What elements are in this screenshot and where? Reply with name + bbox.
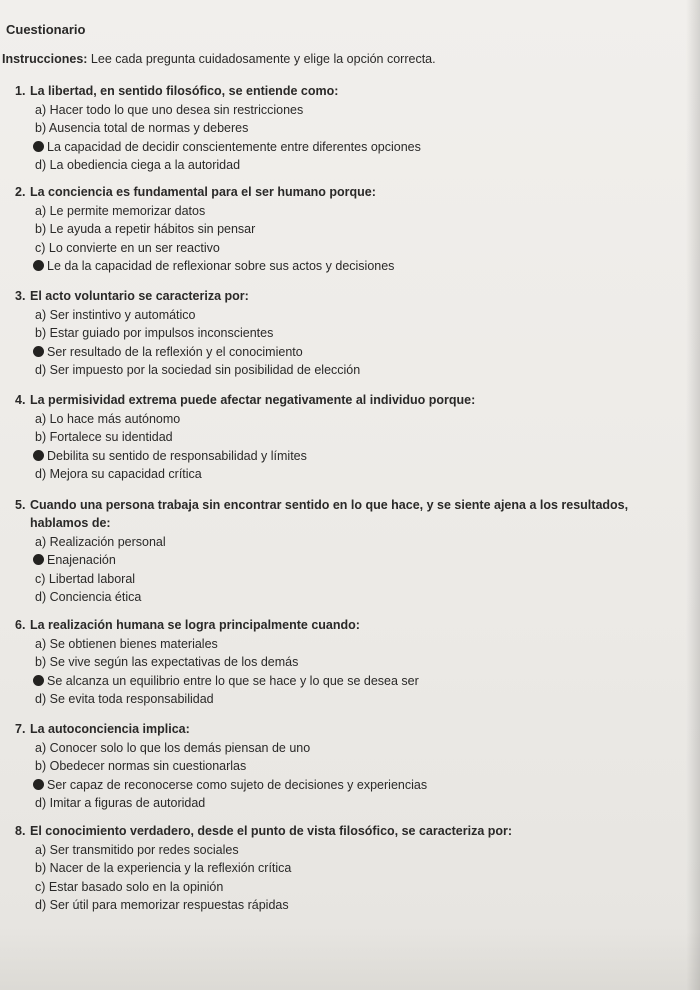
option-text: Le ayuda a repetir hábitos sin pensar bbox=[49, 222, 256, 237]
question-2 bbox=[0, 183, 690, 275]
question-number: 6. bbox=[15, 618, 26, 632]
answer-option[interactable] bbox=[0, 447, 690, 465]
instructions bbox=[2, 52, 436, 66]
question-statement: La realización humana se logra principalmente cuando: bbox=[30, 618, 360, 632]
question-number: 1. bbox=[15, 84, 26, 98]
question-statement: Cuando una persona trabaja sin encontrar sentido en lo que hace, y se siente ajena a los resultados, hablamos de: bbox=[30, 498, 629, 530]
answer-option[interactable] bbox=[0, 101, 690, 119]
question-statement: La libertad, en sentido filosófico, se entiende como: bbox=[30, 84, 339, 98]
option-text: Lo convierte en un ser reactivo bbox=[48, 240, 220, 255]
selected-answer-mark-icon bbox=[33, 450, 44, 461]
option-letter: a) bbox=[35, 412, 47, 426]
question-number: 3. bbox=[15, 289, 26, 303]
option-text: Imitar a figuras de autoridad bbox=[49, 795, 206, 810]
option-text: Nacer de la experiencia y la reflexión crítica bbox=[49, 861, 292, 876]
question-statement: La permisividad extrema puede afectar negativamente al individuo porque: bbox=[30, 393, 476, 407]
answer-option[interactable] bbox=[0, 428, 690, 446]
option-letter: d) bbox=[35, 589, 47, 604]
option-letter: d) bbox=[35, 466, 47, 481]
option-text: Mejora su capacidad crítica bbox=[49, 466, 202, 481]
option-text: Conocer solo lo que los demás piensan de uno bbox=[49, 741, 311, 755]
question-text bbox=[0, 822, 690, 840]
question-text bbox=[0, 287, 690, 305]
option-letter: b) bbox=[35, 121, 47, 136]
answer-option[interactable] bbox=[0, 653, 690, 671]
option-letter: b) bbox=[35, 222, 47, 237]
option-letter: a) bbox=[35, 637, 47, 651]
option-text: Enajenación bbox=[47, 553, 116, 568]
answer-option[interactable] bbox=[0, 896, 690, 914]
option-text: Estar guiado por impulsos inconscientes bbox=[49, 326, 274, 341]
answer-option[interactable] bbox=[0, 776, 690, 794]
option-text: La obediencia ciega a la autoridad bbox=[49, 157, 241, 172]
answer-option[interactable] bbox=[0, 361, 690, 379]
option-text: Debilita su sentido de responsabilidad y límites bbox=[47, 448, 307, 463]
question-8 bbox=[0, 822, 690, 914]
option-letter: c) bbox=[35, 879, 46, 894]
question-6 bbox=[0, 616, 690, 708]
option-letter: b) bbox=[35, 430, 47, 445]
option-text: Se alcanza un equilibrio entre lo que se hace y lo que se desea ser bbox=[47, 673, 419, 688]
question-text bbox=[0, 391, 690, 409]
question-text bbox=[0, 496, 690, 532]
answer-option[interactable] bbox=[0, 794, 690, 812]
answer-option[interactable] bbox=[0, 757, 690, 775]
option-letter: a) bbox=[35, 204, 47, 218]
option-text: Lo hace más autónomo bbox=[49, 412, 181, 426]
selected-answer-mark-icon bbox=[33, 346, 44, 357]
answer-option[interactable] bbox=[0, 119, 690, 137]
answer-option[interactable] bbox=[0, 859, 690, 877]
option-text: Se vive según las expectativas de los demás bbox=[49, 655, 299, 670]
option-text: Se obtienen bienes materiales bbox=[49, 637, 218, 651]
question-statement: La autoconciencia implica: bbox=[30, 722, 190, 736]
answer-option[interactable] bbox=[0, 306, 690, 324]
answer-option[interactable] bbox=[0, 672, 690, 690]
option-letter: a) bbox=[35, 741, 47, 755]
selected-answer-mark-icon bbox=[33, 141, 44, 152]
option-text: Ser transmitido por redes sociales bbox=[49, 843, 239, 857]
option-text: La capacidad de decidir conscientemente entre diferentes opciones bbox=[47, 139, 421, 154]
question-number: 5. bbox=[15, 498, 26, 512]
answer-option[interactable] bbox=[0, 324, 690, 342]
option-letter: a) bbox=[35, 308, 47, 322]
option-letter: d) bbox=[35, 691, 47, 706]
answer-option[interactable] bbox=[0, 878, 690, 896]
page-shadow bbox=[686, 0, 700, 990]
option-text: Realización personal bbox=[49, 535, 166, 549]
option-letter: b) bbox=[35, 326, 47, 341]
instructions-lead: Instrucciones: bbox=[2, 52, 88, 66]
answer-option[interactable] bbox=[0, 690, 690, 708]
answer-option[interactable] bbox=[0, 202, 690, 220]
question-4 bbox=[0, 391, 690, 483]
option-letter: a) bbox=[35, 535, 47, 549]
option-text: Le da la capacidad de reflexionar sobre sus actos y decisiones bbox=[47, 258, 395, 273]
option-text: Ser impuesto por la sociedad sin posibilidad de elección bbox=[49, 362, 361, 377]
answer-option[interactable] bbox=[0, 343, 690, 361]
answer-option[interactable] bbox=[0, 138, 690, 156]
option-letter: d) bbox=[35, 157, 47, 172]
question-1 bbox=[0, 82, 690, 174]
question-number: 7. bbox=[15, 722, 26, 736]
question-statement: La conciencia es fundamental para el ser humano porque: bbox=[30, 185, 376, 199]
option-text: Le permite memorizar datos bbox=[49, 204, 206, 218]
selected-answer-mark-icon bbox=[33, 779, 44, 790]
option-text: Ausencia total de normas y deberes bbox=[48, 121, 249, 136]
answer-option[interactable] bbox=[0, 570, 690, 588]
selected-answer-mark-icon bbox=[33, 260, 44, 271]
option-letter: c) bbox=[35, 571, 46, 586]
selected-answer-mark-icon bbox=[33, 675, 44, 686]
question-text bbox=[0, 82, 690, 100]
answer-option[interactable] bbox=[0, 239, 690, 257]
answer-option[interactable] bbox=[0, 841, 690, 859]
option-text: Conciencia ética bbox=[49, 589, 142, 604]
option-letter: b) bbox=[35, 759, 47, 774]
answer-option[interactable] bbox=[0, 551, 690, 569]
answer-option[interactable] bbox=[0, 739, 690, 757]
answer-option[interactable] bbox=[0, 635, 690, 653]
question-7 bbox=[0, 720, 690, 812]
answer-option[interactable] bbox=[0, 220, 690, 238]
question-text bbox=[0, 616, 690, 634]
question-text bbox=[0, 720, 690, 738]
option-letter: a) bbox=[35, 843, 47, 857]
option-letter: c) bbox=[35, 240, 46, 255]
instructions-text: Lee cada pregunta cuidadosamente y elige la opción correcta. bbox=[90, 52, 436, 66]
answer-option[interactable] bbox=[0, 533, 690, 551]
option-text: Libertad laboral bbox=[48, 571, 136, 586]
option-text: Hacer todo lo que uno desea sin restricciones bbox=[49, 103, 304, 117]
option-letter: d) bbox=[35, 362, 47, 377]
option-text: Fortalece su identidad bbox=[49, 430, 173, 445]
question-number: 2. bbox=[15, 185, 26, 199]
question-number: 8. bbox=[15, 824, 26, 838]
option-letter: a) bbox=[35, 103, 47, 117]
option-letter: d) bbox=[35, 897, 47, 912]
question-text bbox=[0, 183, 690, 201]
option-text: Ser instintivo y automático bbox=[49, 308, 196, 322]
option-letter: d) bbox=[35, 795, 47, 810]
answer-option[interactable] bbox=[0, 156, 690, 174]
option-text: Estar basado solo en la opinión bbox=[48, 879, 224, 894]
question-5 bbox=[0, 496, 690, 606]
option-letter: b) bbox=[35, 655, 47, 670]
question-number: 4. bbox=[15, 393, 26, 407]
answer-option[interactable] bbox=[0, 410, 690, 428]
answer-option[interactable] bbox=[0, 588, 690, 606]
question-statement: El conocimiento verdadero, desde el punto de vista filosófico, se caracteriza por: bbox=[30, 824, 513, 838]
answer-option[interactable] bbox=[0, 465, 690, 483]
option-text: Ser resultado de la reflexión y el conocimiento bbox=[47, 344, 303, 359]
question-3 bbox=[0, 287, 690, 379]
option-text: Ser útil para memorizar respuestas rápidas bbox=[49, 897, 289, 912]
option-letter: b) bbox=[35, 861, 47, 876]
option-text: Se evita toda responsabilidad bbox=[49, 691, 214, 706]
answer-option[interactable] bbox=[0, 257, 690, 275]
selected-answer-mark-icon bbox=[33, 554, 44, 565]
option-text: Obedecer normas sin cuestionarlas bbox=[49, 759, 247, 774]
page-title: Cuestionario bbox=[6, 22, 86, 37]
page-bottom-edge bbox=[0, 928, 700, 990]
option-text: Ser capaz de reconocerse como sujeto de decisiones y experiencias bbox=[47, 777, 428, 792]
question-statement: El acto voluntario se caracteriza por: bbox=[30, 289, 249, 303]
